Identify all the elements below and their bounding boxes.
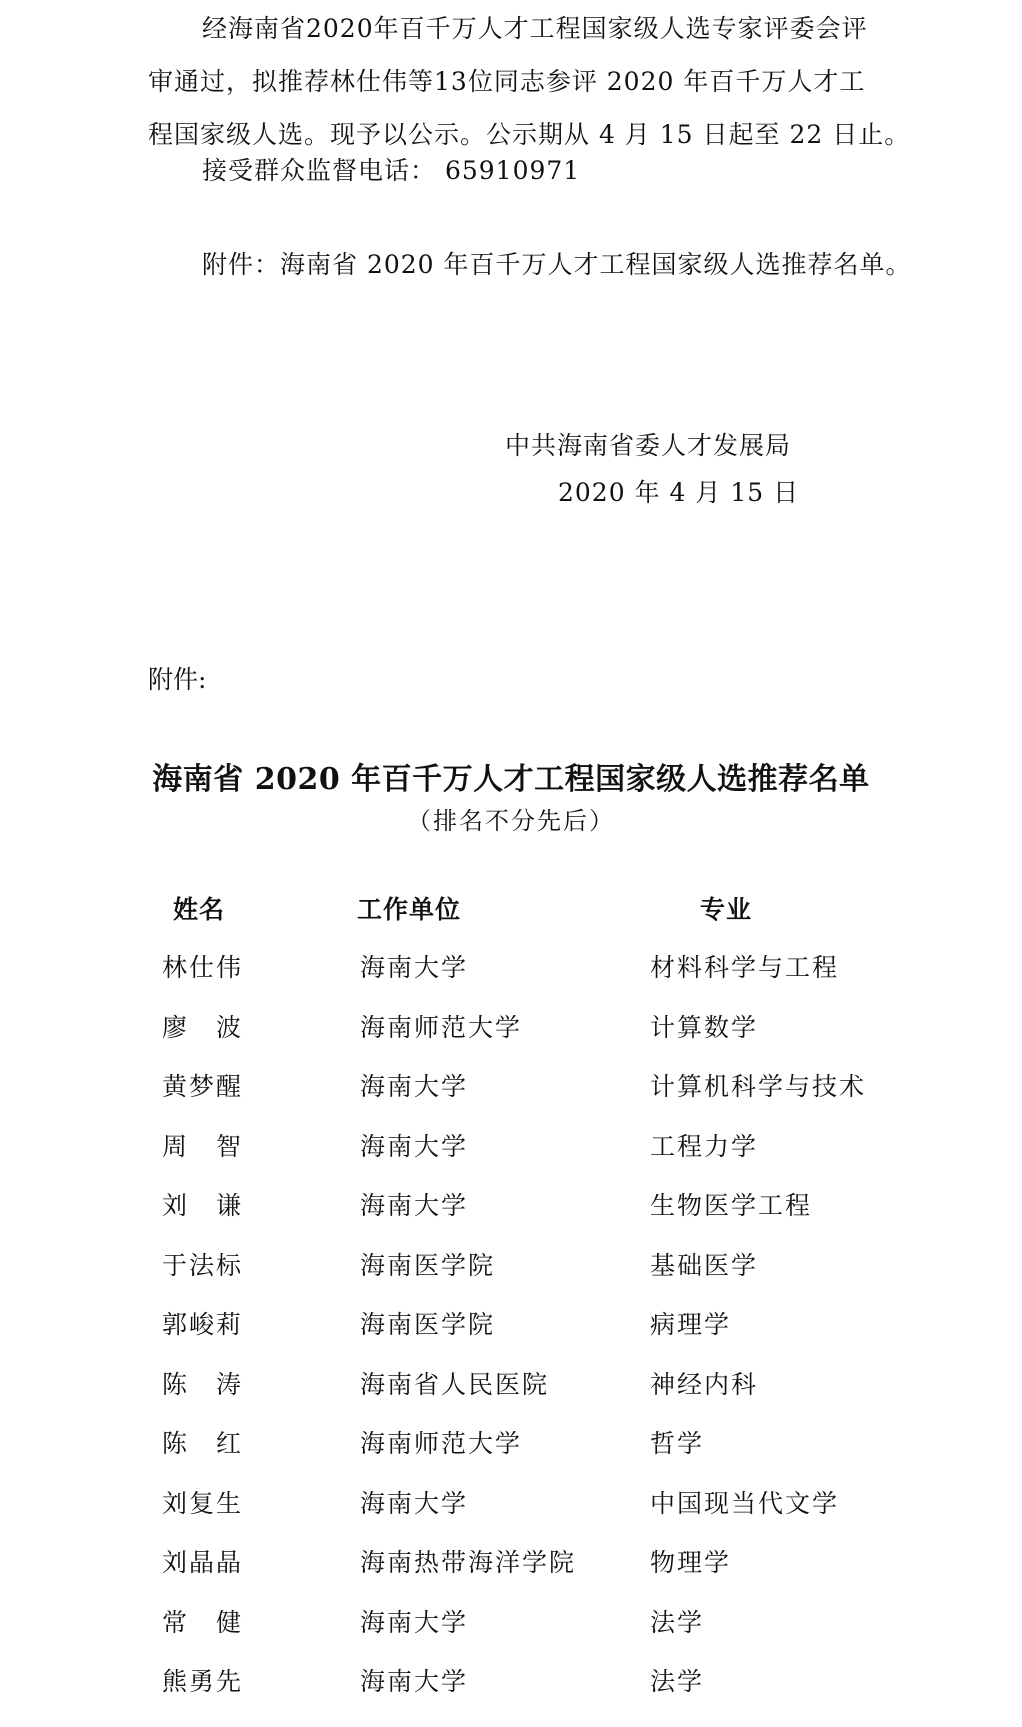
candidate-name: 陈 红 [162,1429,244,1458]
candidate-unit: 海南大学 [360,1607,469,1637]
table-row [0,1424,1022,1484]
candidate-name: 于法标 [162,1250,244,1280]
candidate-major: 基础医学 [650,1250,759,1280]
candidate-name: 周 智 [162,1131,244,1161]
table-header-row [0,890,1022,948]
table-row [0,1127,1022,1187]
candidate-major: 计算数学 [650,1012,759,1042]
candidate-name: 常 健 [162,1607,244,1637]
column-header-major: 专业 [700,895,753,924]
candidate-unit: 海南大学 [360,1131,469,1161]
table-row [0,1543,1022,1603]
candidate-name: 刘复生 [162,1488,244,1518]
candidate-name: 熊勇先 [162,1667,244,1696]
signature-date: 2020 年 4 月 15 日 [558,478,800,507]
candidate-major: 生物医学工程 [650,1191,813,1220]
attachment-note: 附件：海南省 2020 年百千万人才工程国家级人选推荐名单。 [202,250,912,279]
candidate-major: 物理学 [650,1548,732,1577]
table-row [0,1662,1022,1722]
candidate-major: 哲学 [650,1429,705,1458]
notice-line-1: 经海南省2020年百千万人才工程国家级人选专家评委会评 [202,14,868,43]
candidate-name: 刘 谦 [162,1191,244,1220]
candidate-unit: 海南大学 [360,1072,469,1101]
candidate-name: 郭峻莉 [162,1310,244,1339]
candidate-unit: 海南省人民医院 [360,1369,550,1399]
candidate-unit: 海南医学院 [360,1250,496,1280]
candidate-major: 病理学 [650,1310,732,1339]
hotline-text: 接受群众监督电话： 65910971 [202,156,581,185]
notice-paragraph [148,2,911,161]
table-row [0,1246,1022,1306]
candidate-unit: 海南师范大学 [360,1429,523,1458]
notice-line-3: 程国家级人选。现予以公示。公示期从 4 月 15 日起至 22 日止。 [148,120,911,149]
candidate-unit: 海南大学 [360,1191,469,1220]
list-title: 海南省 2020 年百千万人才工程国家级人选推荐名单 [152,762,870,797]
signature-organization: 中共海南省委人才发展局 [505,431,792,460]
table-row [0,1186,1022,1246]
candidate-name: 刘晶晶 [162,1548,244,1577]
table-row [0,1484,1022,1544]
candidate-table [0,890,1022,1722]
notice-line-2: 审通过，拟推荐林仕伟等13位同志参评 2020 年百千万人才工 [148,67,866,96]
table-row [0,1305,1022,1365]
candidate-major: 神经内科 [650,1369,759,1399]
candidate-name: 林仕伟 [162,953,244,982]
candidate-unit: 海南大学 [360,953,469,982]
candidate-major: 工程力学 [650,1131,759,1161]
candidate-unit: 海南师范大学 [360,1012,523,1042]
list-subtitle: （排名不分先后） [407,807,615,835]
table-row [0,948,1022,1008]
attachment-label: 附件: [148,665,207,694]
candidate-name: 廖 波 [162,1012,244,1042]
column-header-name: 姓名 [173,895,226,924]
candidate-unit: 海南医学院 [360,1310,496,1339]
candidate-major: 法学 [650,1667,705,1696]
candidate-unit: 海南大学 [360,1667,469,1696]
table-row [0,1365,1022,1425]
table-row [0,1067,1022,1127]
table-row [0,1603,1022,1663]
candidate-major: 中国现当代文学 [650,1488,840,1518]
candidate-major: 材料科学与工程 [650,953,840,982]
candidate-name: 陈 涛 [162,1369,244,1399]
candidate-major: 计算机科学与技术 [650,1072,867,1101]
candidate-unit: 海南热带海洋学院 [360,1548,577,1577]
candidate-major: 法学 [650,1607,705,1637]
table-row [0,1008,1022,1068]
column-header-unit: 工作单位 [357,895,462,924]
candidate-name: 黄梦醒 [162,1072,244,1101]
candidate-unit: 海南大学 [360,1488,469,1518]
